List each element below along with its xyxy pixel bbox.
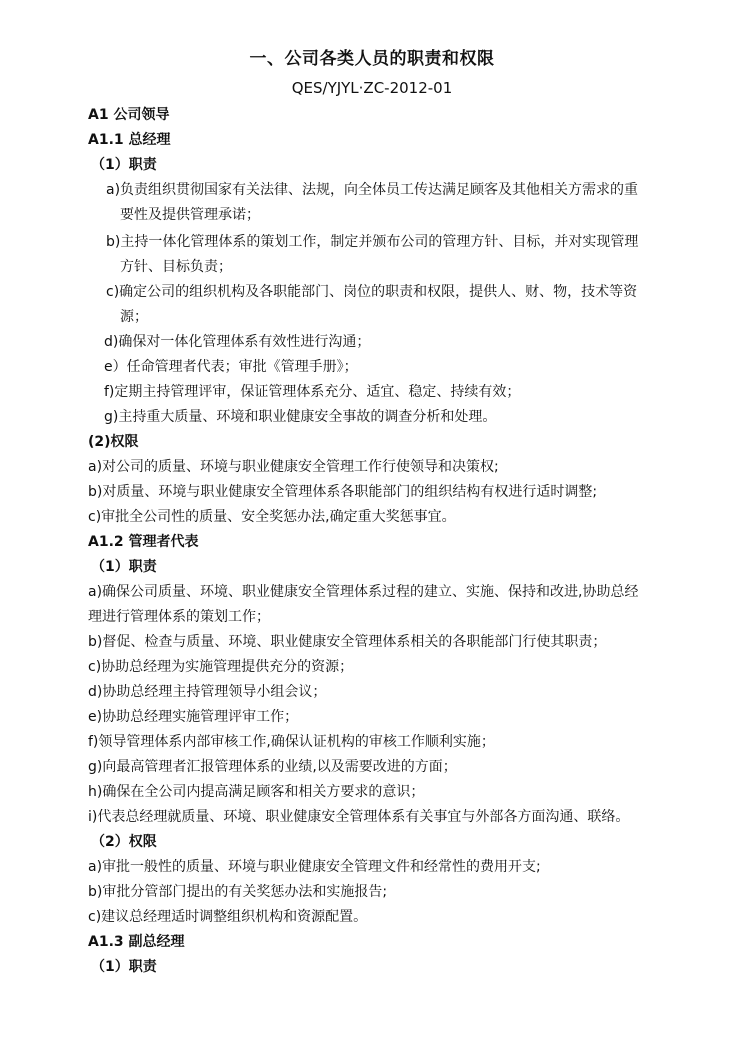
paragraph-line: 理进行管理体系的策划工作； [88,609,270,625]
paragraph-line: a)负责组织贯彻国家有关法律、法规，向全体员工传达满足顾客及其他相关方需求的重 [106,182,639,198]
paragraph-line: i)代表总经理就质量、环境、职业健康安全管理体系有关事宜与外部各方面沟通、联络。 [88,809,630,825]
item-heading: （1）职责 [91,157,157,173]
paragraph-line: e）任命管理者代表；审批《管理手册》； [104,359,358,375]
paragraph-line: 方针、目标负责； [120,259,232,275]
paragraph-line: e)协助总经理实施管理评审工作； [88,709,299,725]
paragraph-line: b)对质量、环境与职业健康安全管理体系各职能部门的组织结构有权进行适时调整; [88,484,598,500]
item-heading: (2)权限 [88,434,139,450]
paragraph-line: d)确保对一体化管理体系有效性进行沟通； [104,334,371,350]
paragraph-line: c)审批全公司性的质量、安全奖惩办法,确定重大奖惩事宜。 [88,509,456,525]
subsection-heading: A1.2 管理者代表 [88,534,199,550]
paragraph-line: a)对公司的质量、环境与职业健康安全管理工作行使领导和决策权; [88,459,499,475]
paragraph-line: d)协助总经理主持管理领导小组会议； [88,684,327,700]
paragraph-line: g)向最高管理者汇报管理体系的业绩,以及需要改进的方面； [88,759,457,775]
doc-title: 一、公司各类人员的职责和权限 [249,49,495,69]
paragraph-line: b)审批分管部门提出的有关奖惩办法和实施报告; [88,884,388,900]
paragraph-line: 要性及提供管理承诺； [120,207,260,223]
subsection-heading: A1.1 总经理 [88,132,171,148]
paragraph-line: b)督促、检查与质量、环境、职业健康安全管理体系相关的各职能部门行使其职责； [88,634,607,650]
item-heading: （2）权限 [91,834,157,850]
paragraph-line: g)主持重大质量、环境和职业健康安全事故的调查分析和处理。 [104,409,497,425]
paragraph-line: c)建议总经理适时调整组织机构和资源配置。 [88,909,368,925]
paragraph-line: c)协助总经理为实施管理提供充分的资源； [88,659,354,675]
paragraph-line: a)确保公司质量、环境、职业健康安全管理体系过程的建立、实施、保持和改进,协助总经 [88,584,639,600]
section-heading: A1 公司领导 [88,107,170,123]
item-heading: （1）职责 [91,559,157,575]
subsection-heading: A1.3 副总经理 [88,934,185,950]
paragraph-line: b)主持一体化管理体系的策划工作，制定并颁布公司的管理方针、目标，并对实现管理 [106,234,639,250]
doc-code: QES/YJYL·ZC-2012-01 [291,79,453,97]
paragraph-line: f)领导管理体系内部审核工作,确保认证机构的审核工作顺利实施； [88,734,495,750]
item-heading: （1）职责 [91,959,157,975]
paragraph-line: f)定期主持管理评审，保证管理体系充分、适宜、稳定、持续有效； [104,384,521,400]
paragraph-line: c)确定公司的组织机构及各职能部门、岗位的职责和权限，提供人、财、物，技术等资 [106,284,638,300]
paragraph-line: 源； [120,309,148,325]
paragraph-line: h)确保在全公司内提高满足顾客和相关方要求的意识； [88,784,425,800]
paragraph-line: a)审批一般性的质量、环境与职业健康安全管理文件和经常性的费用开支; [88,859,541,875]
